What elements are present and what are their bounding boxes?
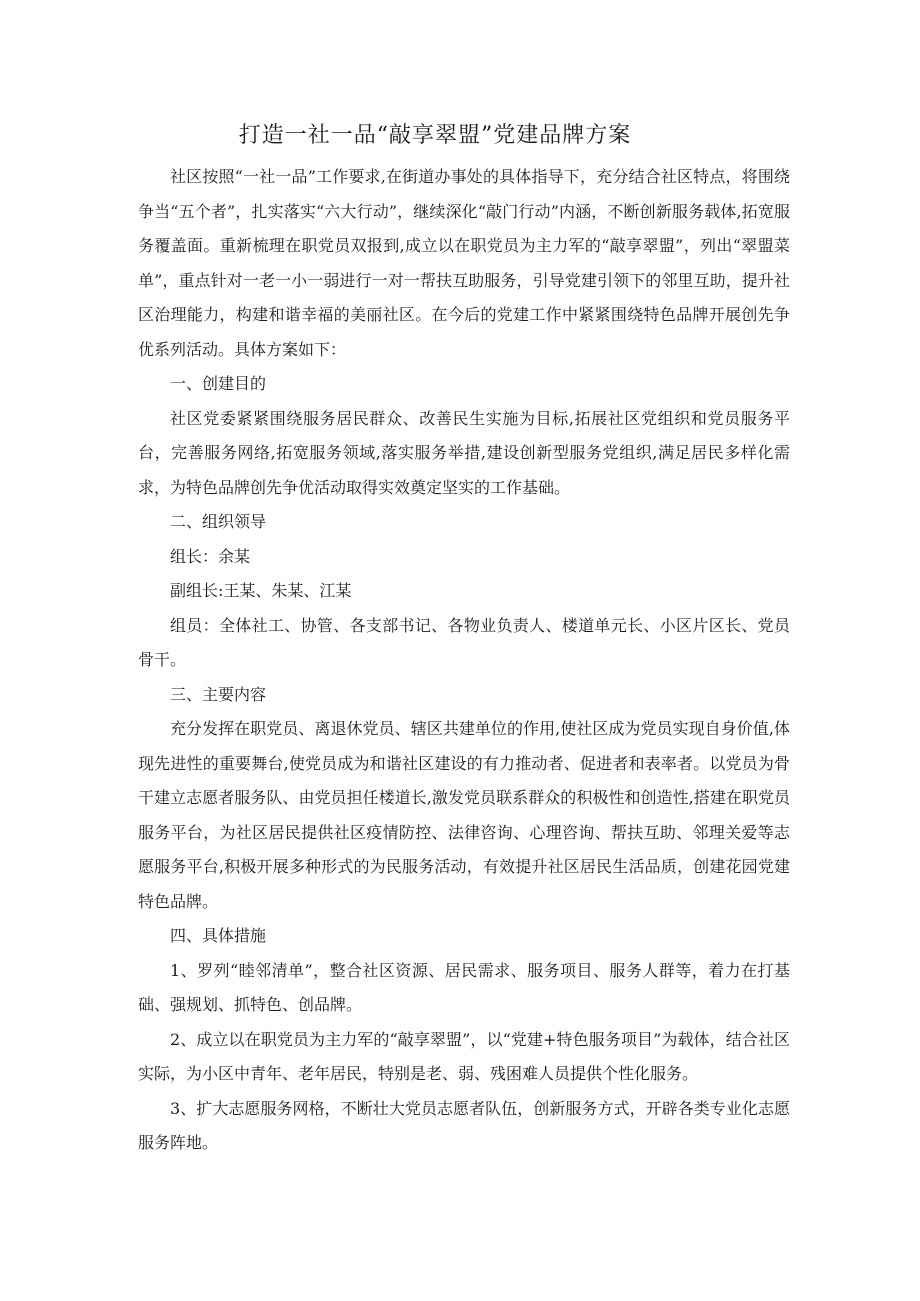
members-line: 组员：全体社工、协管、各支部书记、各物业负责人、楼道单元长、小区片区长、党员骨干。 xyxy=(138,615,790,669)
leader-line: 组长：余某 xyxy=(170,546,251,566)
document-body xyxy=(138,160,790,1161)
document-title: 打造一社一品“敲享翠盟”党建品牌方案 xyxy=(238,123,632,148)
measure-item: 3、扩大志愿服务网格，不断壮大党员志愿者队伍，创新服务方式，开辟各类专业化志愿服务阵地。 xyxy=(138,1098,790,1152)
section-heading: 一、创建目的 xyxy=(170,374,267,393)
section-paragraph: 社区党委紧紧围绕服务居民群众、改善民生实施为目标,拓展社区党组织和党员服务平台，完善服务网络,拓宽服务领域,落实服务举措,建设创新型服务党组织,满足居民多样化需求，为特色品牌创先争优活动取得实效奠定坚实的工作基础。 xyxy=(138,408,790,497)
section-heading: 二、组织领导 xyxy=(170,512,267,531)
measure-item: 1、罗列“睦邻清单”，整合社区资源、居民需求、服务项目、服务人群等，着力在打基础、强规划、抓特色、创品牌。 xyxy=(138,960,790,1014)
deputy-leader-line: 副组长:王某、朱某、江某 xyxy=(170,581,352,600)
section-paragraph: 充分发挥在职党员、离退休党员、辖区共建单位的作用,使社区成为党员实现自身价值,体现先进性的重要舞台,使党员成为和谐社区建设的有力推动者、促进者和表率者。以党员为骨干建立志愿者服务队、由党员担任楼道长,激发党员联系群众的积极性和创造性,搭建在职党员服务平台，为社区居民提供社区疫情防控、法律咨询、心理咨询、帮扶互助、邻理关爱等志愿服务平台,积极开展多种形式的为民服务活动，有效提升社区居民生活品质，创建花园党建特色品牌。 xyxy=(138,719,790,911)
measure-item: 2、成立以在职党员为主力军的“敲享翠盟”，以“党建+特色服务项目”为载体，结合社区实际，为小区中青年、老年居民，特别是老、弱、残困难人员提供个性化服务。 xyxy=(138,1029,790,1083)
intro-paragraph: 社区按照“一社一品”工作要求,在街道办事处的具体指导下，充分结合社区特点，将围绕争当“五个者”，扎实落实“六大行动”，继续深化“敲门行动”内涵，不断创新服务载体,拓宽服务覆盖面。重新梳理在职党员双报到,成立以在职党员为主力军的“敲享翠盟”，列出“翠盟菜单”，重点针对一老一小一弱进行一对一帮扶互助服务，引导党建引领下的邻里互助，提升社区治理能力，构建和谐幸福的美丽社区。在今后的党建工作中紧紧围绕特色品牌开展创先争优系列活动。具体方案如下： xyxy=(138,167,790,359)
section-heading: 四、具体措施 xyxy=(170,926,267,945)
section-heading: 三、主要内容 xyxy=(170,684,267,704)
